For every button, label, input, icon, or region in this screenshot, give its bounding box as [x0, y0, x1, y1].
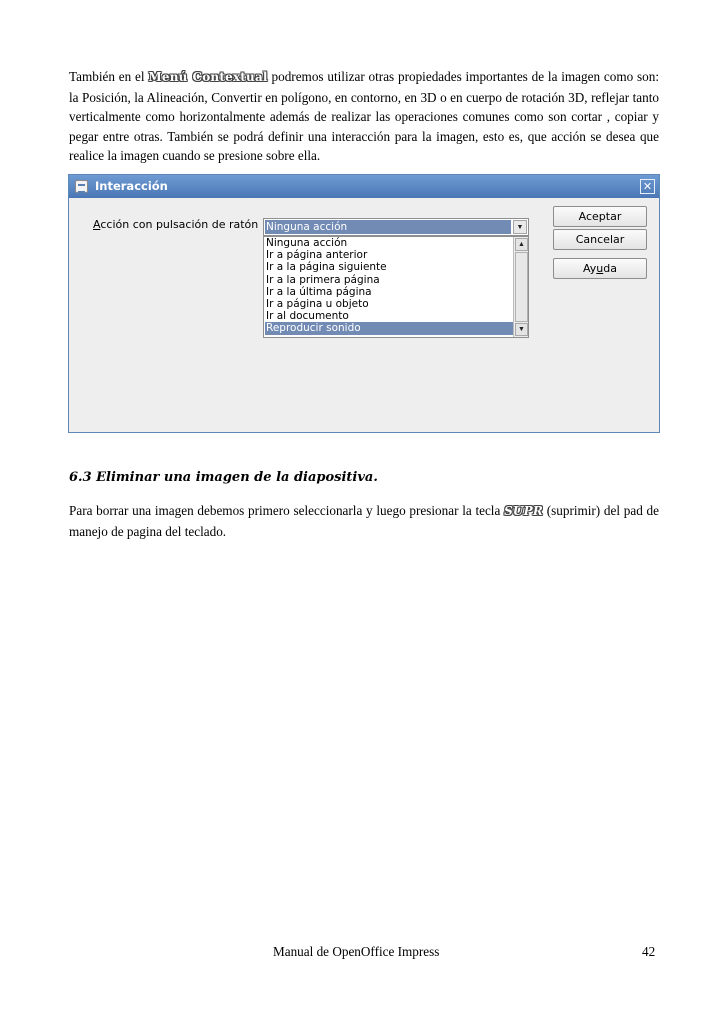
cancel-button[interactable]: Cancelar: [553, 229, 647, 250]
action-list: [265, 237, 513, 335]
chevron-down-icon[interactable]: ▼: [513, 220, 527, 234]
action-listbox[interactable]: [263, 236, 529, 338]
list-item[interactable]: Ir a la primera página: [266, 273, 380, 286]
help-label-start: Ay: [582, 262, 597, 275]
intro-text-end: podremos utilizar otras propiedades importantes de la imagen como son: la Posición, la Alineación, Convertir en polígono, en contorno, en 3D o en cuerpo de rotación 3D, reflejar tanto verticalmente como horizontalmente además de realizar las operaciones comunes como son cortar , copiar y pegar entre otras. También se podrá definir una interacción para la imagen, esto es, que acción se desea que realice la imagen cuando se presione sobre ella.: [69, 69, 660, 164]
close-icon[interactable]: ✕: [640, 179, 655, 194]
list-item[interactable]: Ir a página u objeto: [266, 297, 369, 310]
intro-text-start: También en el: [69, 69, 149, 84]
list-item[interactable]: Ir a la página siguiente: [266, 261, 387, 274]
delete-text-end: (suprimir) del pad de manejo de pagina del teclado.: [69, 503, 659, 539]
action-label: [93, 218, 258, 231]
list-item[interactable]: Ir a la última página: [266, 285, 372, 298]
supr-key-keyword: SUPR: [504, 504, 543, 518]
list-item[interactable]: Ninguna acción: [266, 237, 348, 249]
delete-paragraph: [69, 501, 659, 541]
list-item[interactable]: Ir al documento: [266, 310, 349, 323]
dialog-titlebar[interactable]: [69, 175, 659, 198]
list-item[interactable]: Ir a página anterior: [266, 249, 368, 262]
footer-title: Manual de OpenOffice Impress: [273, 944, 440, 959]
section-heading: 6.3 Eliminar una imagen de la diapositiva.: [69, 470, 378, 485]
action-label-mnemonic: A: [93, 218, 101, 231]
dialog-title: Interacción: [95, 179, 168, 193]
vertical-scrollbar[interactable]: [513, 237, 528, 337]
dialog-app-icon: [75, 180, 88, 193]
page-number: 42: [642, 944, 656, 959]
delete-text-start: Para borrar una imagen debemos primero seleccionarla y luego presionar la tecla: [69, 503, 505, 518]
help-label-end: da: [603, 262, 617, 275]
intro-paragraph: [69, 67, 659, 166]
interaction-dialog: [68, 174, 660, 433]
context-menu-keyword: Menú Contextual: [148, 70, 268, 84]
help-label-mnemonic: u: [596, 262, 604, 275]
combo-selected-value: Ninguna acción: [265, 220, 511, 234]
help-button[interactable]: [553, 258, 647, 279]
scroll-up-icon[interactable]: ▲: [515, 238, 528, 251]
scrollbar-thumb[interactable]: [515, 252, 528, 322]
ok-button[interactable]: Aceptar: [553, 206, 647, 227]
action-label-text: cción con pulsación de ratón: [100, 218, 259, 231]
scroll-down-icon[interactable]: ▼: [515, 323, 528, 336]
list-item[interactable]: Reproducir sonido: [265, 322, 513, 334]
action-combobox[interactable]: [263, 218, 529, 236]
